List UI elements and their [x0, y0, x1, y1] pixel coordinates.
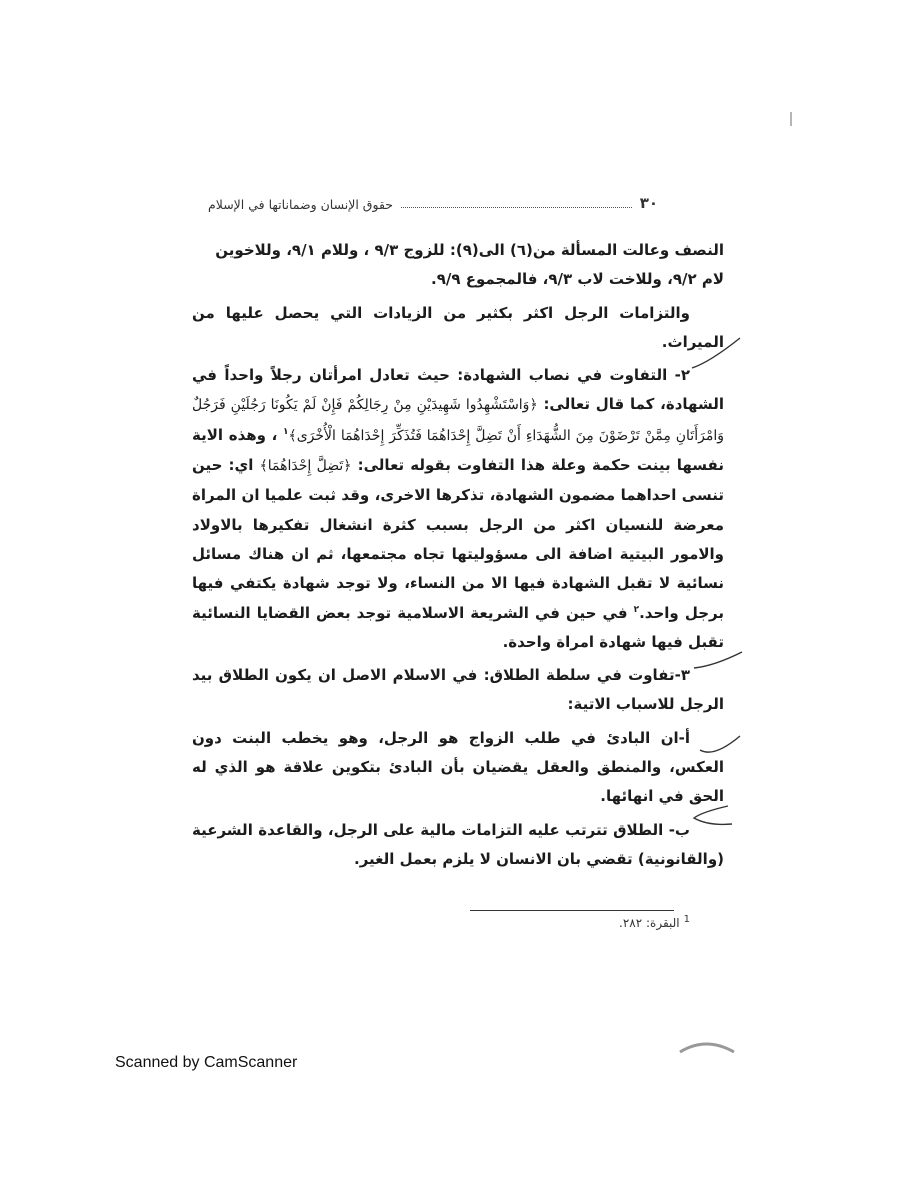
handwritten-check-icon	[690, 648, 746, 674]
testimony-intro: ٢- التفاوت في نصاب الشهادة: حيث تعادل امرأتان رجلاً واحداً في الشهادة، كما قال تعالى:	[192, 366, 724, 414]
testimony-explanation: اي: حين تنسى احداهما مضمون الشهادة، تذكرها الاخرى، وقد ثبت علميا ان المراة معرضة للنسيان اكثر من الرجل بسبب كثرة انشغال تفكيرها بالاولاد والامور البيتية اضافة الى مسؤوليتها تجاه مجتمعها، ثم ان هناك مسائل نسائية لا تقبل الشهادة فيها الا من النساء، ولا توجد شهادة يكتفي فيها برجل واحد.	[192, 456, 724, 622]
handwritten-check-icon	[688, 332, 744, 374]
scan-arc-mark	[676, 1036, 738, 1056]
footnote	[500, 914, 690, 930]
page-number: ٣٠	[639, 194, 658, 212]
quran-verse-short: ﴿تَضِلَّ إِحْدَاهُمَا﴾	[259, 458, 352, 475]
header-dot-leader	[401, 206, 632, 208]
handwritten-check-icon	[694, 730, 744, 760]
testimony-end: في حين في الشريعة الاسلامية توجد بعض القضايا النسائية تقبل فيها شهادة امراة واحدة.	[192, 603, 724, 651]
footnote-ref-2: ٢	[633, 604, 640, 615]
quran-verse: ﴿وَاسْتَشْهِدُوا شَهِيدَيْنِ مِنْ رِجَالِكُمْ فَإِنْ لَمْ يَكُونَا رَجُلَيْنِ فَرَجُلٌ وَامْرَأَتَانِ مِمَّنْ تَرْضَوْنَ مِنَ الشُّهَدَاءِ أَنْ تَضِلَّ إِحْدَاهُمَا فَتُذَكِّرَ إِحْدَاهُمَا الْأُخْرَى﴾	[192, 397, 724, 444]
body-text	[192, 236, 724, 874]
footnote-number: 1	[683, 914, 690, 925]
handwritten-check-icon	[688, 802, 736, 832]
scan-edge-mark	[790, 112, 792, 126]
paragraph-reason-b: ب- الطلاق تترتب عليه التزامات مالية على الرجل، والقاعدة الشرعية (والقانونية) تقضي بان الانسان لا يلزم بعمل الغير.	[192, 820, 724, 868]
paragraph-reason-a: أ-ان البادئ في طلب الزواج هو الرجل، وهو يخطب البنت دون العكس، والمنطق والعقل يقضيان بأن البادئ بتكوين علاقة هو الذي له الحق في انهائها.	[192, 728, 724, 806]
scanner-watermark: Scanned by CamScanner	[115, 1054, 298, 1071]
testimony-after: ، وهذه الاية نفسها بينت حكمة وعلة هذا التفاوت بقوله تعالى:	[192, 425, 724, 475]
page-header	[208, 190, 658, 212]
paragraph-divorce: ٣-تفاوت في سلطة الطلاق: في الاسلام الاصل ان يكون الطلاق بيد الرجل للاسباب الاتية:	[192, 666, 724, 714]
running-title: حقوق الإنسان وضماناتها في الإسلام	[208, 197, 394, 212]
paragraph-testimony	[192, 361, 724, 657]
footnote-text: البقرة: ٢٨٢.	[619, 916, 680, 930]
footnote-separator	[470, 910, 674, 911]
paragraph-inheritance-line2: لام ٩/٢، وللاخت لاب ٩/٣، فالمجموع ٩/٩.	[431, 270, 724, 289]
paragraph-obligations: والتزامات الرجل اكثر بكثير من الزيادات التي يحصل عليها من الميراث.	[192, 303, 724, 351]
paragraph-inheritance-line1: النصف وعالت المسألة من(٦) الى(٩): للزوج ٩/٣ ، وللام ٩/١، وللاخوين	[215, 241, 724, 259]
footnote-ref: ١	[283, 426, 289, 437]
